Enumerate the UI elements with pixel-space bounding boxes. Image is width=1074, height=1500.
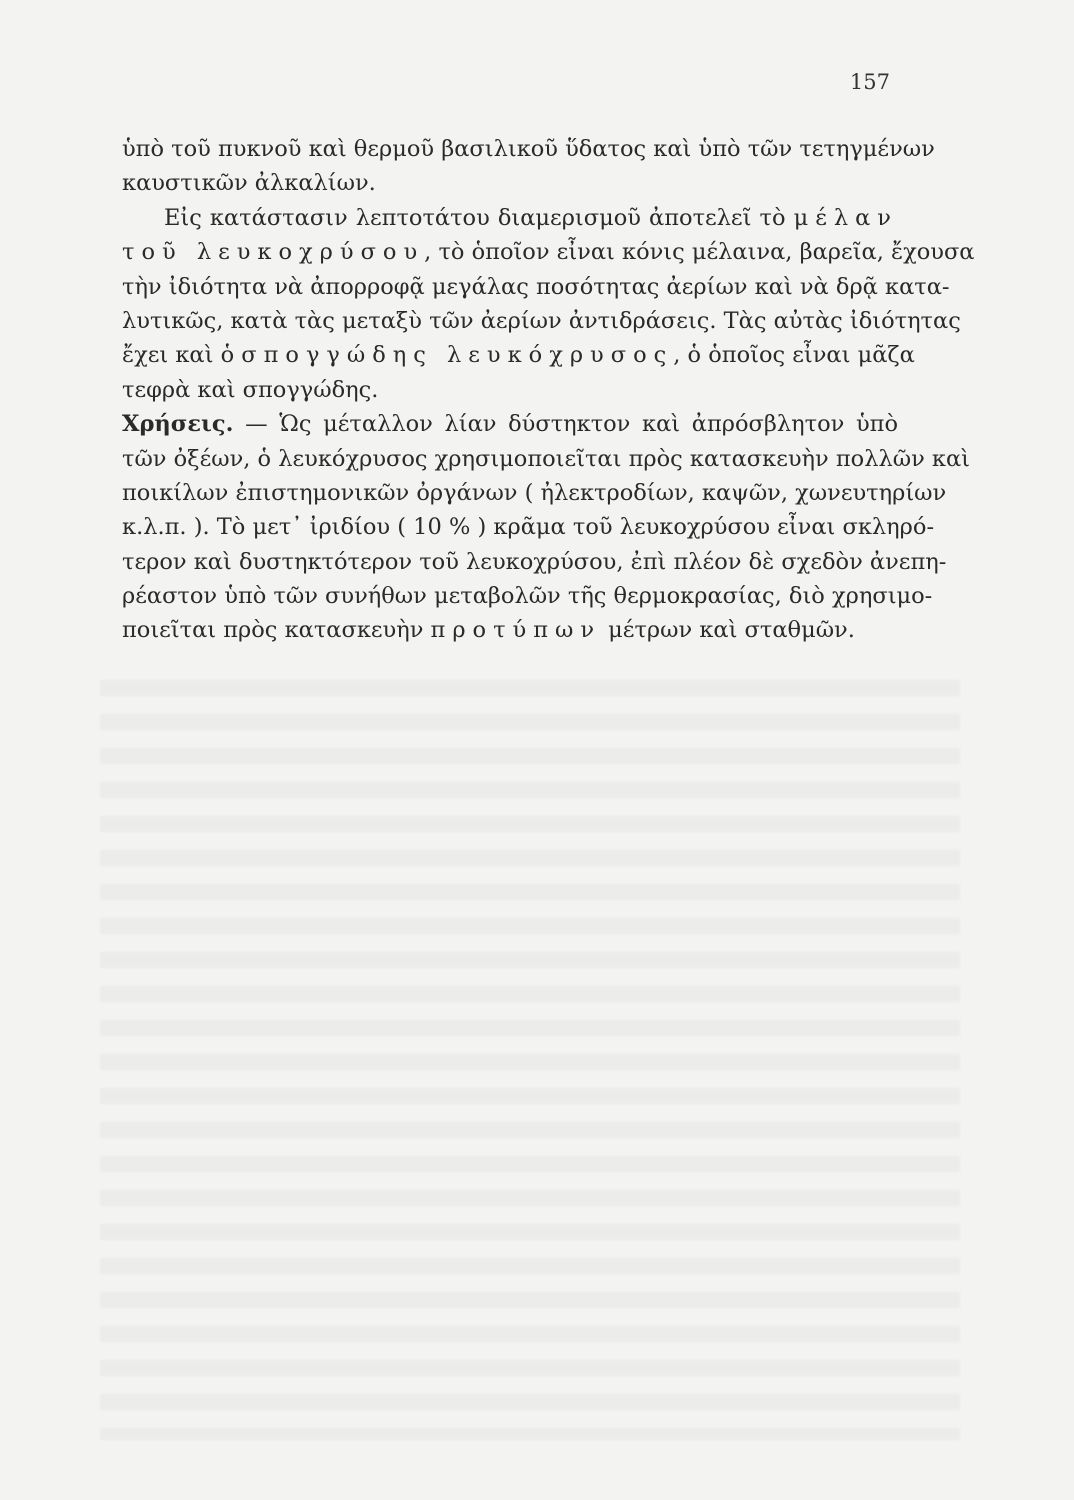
spaced-term: μέλαν [793, 204, 898, 231]
show-through-text [100, 680, 960, 1440]
section-heading: Χρήσεις. [122, 411, 234, 438]
text-line [122, 545, 947, 579]
text-segment: , ὁ ὁποῖος εἶναι μᾶζα [673, 342, 915, 369]
text-line [122, 166, 898, 200]
spaced-term: σπογγώδης λευκόχρυσος [241, 342, 674, 369]
spaced-term: τοῦ λευκοχρύσου [122, 239, 425, 266]
text-segment: ρέαστον ὑπὸ τῶν συνήθων μεταβολῶν τῆς θερμοκρασίας, διὸ χρησιμο- [122, 583, 933, 610]
text-segment: τερον καὶ δυστηκτότερον τοῦ λευκοχρύσου, ἐπὶ πλέον δὲ σχεδὸν ἀνεπη- [122, 548, 947, 575]
text-segment: λυτικῶς, κατὰ τὰς μεταξὺ τῶν ἀερίων ἀντιδράσεις. Τὰς αὐτὰς ἰδιότητας [122, 307, 961, 334]
text-segment: τὴν ἰδιότητα νὰ ἀπορροφᾷ μεγάλας ποσότητας ἀερίων καὶ νὰ δρᾷ κατα- [122, 273, 950, 300]
text-segment: τεφρὰ καὶ σπογγώδης. [122, 376, 379, 403]
text-segment: ἔχει καὶ ὁ [122, 342, 242, 369]
text-segment: , τὸ ὁποῖον εἶναι κόνις μέλαινα, βαρεῖα, ἔχουσα [424, 239, 975, 266]
text-line [122, 442, 970, 476]
text-line [122, 476, 947, 510]
text-segment: ποιεῖται πρὸς κατασκευὴν [122, 617, 431, 644]
text-line [122, 132, 935, 166]
text-line [122, 235, 975, 269]
text-line [122, 373, 898, 407]
text-line [122, 407, 898, 441]
text-segment: Εἰς κατάστασιν λεπτοτάτου διαμερισμοῦ ἀποτελεῖ τὸ [164, 204, 794, 231]
page-number: 157 [849, 70, 890, 94]
text-segment: κ.λ.π. ). Τὸ μετ᾽ ἰριδίου ( 10 % ) κρᾶμα τοῦ λευκοχρύσου εἶναι σκληρό- [122, 514, 935, 541]
text-segment: μέτρων καὶ σταθμῶν. [601, 617, 855, 644]
text-segment: καυστικῶν ἀλκαλίων. [122, 170, 376, 197]
text-line [122, 304, 961, 338]
text-segment: ὑπὸ τοῦ πυκνοῦ καὶ θερμοῦ βασιλικοῦ ὕδατος καὶ ὑπὸ τῶν τετηγμένων [122, 136, 935, 162]
text-segment: — Ὡς μέταλλον λίαν δύστηκτον καὶ ἀπρόσβλητον ὑπὸ [233, 411, 898, 438]
text-line [122, 270, 950, 304]
text-line [122, 613, 898, 647]
spaced-term: προτύπων [430, 617, 602, 644]
text-line [122, 579, 933, 613]
text-line [122, 338, 915, 372]
text-line [122, 510, 935, 544]
body-text [122, 132, 975, 648]
text-segment: ποικίλων ἐπιστημονικῶν ὀργάνων ( ἠλεκτροδίων, καψῶν, χωνευτηρίων [122, 479, 947, 506]
text-line [122, 201, 898, 235]
text-segment: τῶν ὀξέων, ὁ λευκόχρυσος χρησιμοποιεῖται πρὸς κατασκευὴν πολλῶν καὶ [122, 445, 970, 472]
